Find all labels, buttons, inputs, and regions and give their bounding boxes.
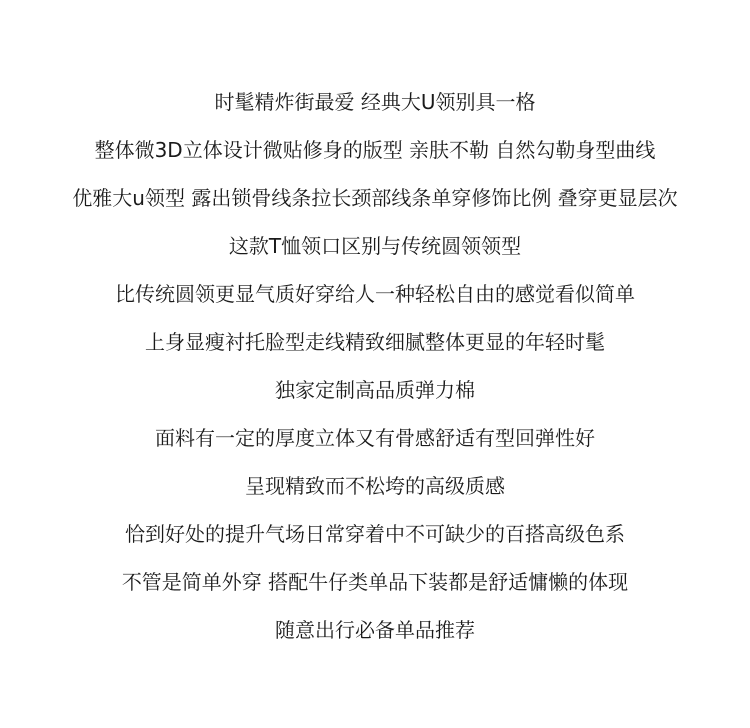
description-line-9: 呈现精致而不松垮的高级质感: [245, 474, 505, 498]
description-line-1: 时髦精炸街最爱 经典大U领别具一格: [214, 90, 536, 114]
description-line-11: 不管是简单外穿 搭配牛仔类单品下装都是舒适慵懒的体现: [121, 570, 629, 594]
description-line-10: 恰到好处的提升气场日常穿着中不可缺少的百搭高级色系: [125, 522, 625, 546]
description-line-7: 独家定制高品质弹力棉: [275, 378, 475, 402]
description-line-2: 整体微3D立体设计微贴修身的版型 亲肤不勒 自然勾勒身型曲线: [94, 138, 656, 162]
description-line-12: 随意出行必备单品推荐: [275, 618, 475, 642]
description-line-3: 优雅大u领型 露出锁骨线条拉长颈部线条单穿修饰比例 叠穿更显层次: [72, 186, 678, 210]
description-text-block: [0, 78, 750, 654]
description-line-8: 面料有一定的厚度立体又有骨感舒适有型回弹性好: [155, 426, 595, 450]
description-line-4: 这款T恤领口区别与传统圆领领型: [228, 234, 522, 258]
description-line-6: 上身显瘦衬托脸型走线精致细腻整体更显的年轻时髦: [145, 330, 605, 354]
description-line-5: 比传统圆领更显气质好穿给人一种轻松自由的感觉看似简单: [115, 282, 635, 306]
